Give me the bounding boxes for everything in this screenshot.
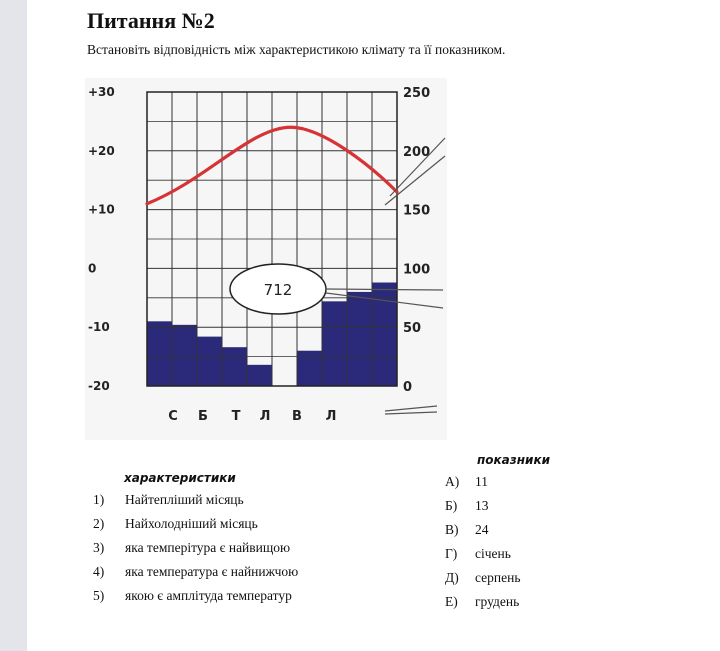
x-axis-tick-label: В bbox=[292, 409, 302, 424]
list-item bbox=[93, 536, 298, 560]
precipitation-bar bbox=[222, 347, 247, 386]
indicators-heading: показники bbox=[477, 453, 551, 467]
characteristics-heading: характеристики bbox=[124, 471, 236, 485]
list-item-marker: 5) bbox=[93, 588, 105, 603]
y-axis-tick-label-left: -20 bbox=[88, 379, 110, 393]
precipitation-bar bbox=[297, 351, 322, 386]
x-axis-tick-label: Б bbox=[198, 409, 208, 424]
list-item-text: яка темперітура є найвищою bbox=[125, 540, 291, 555]
y-axis-tick-label-right: 50 bbox=[403, 321, 422, 337]
y-axis-tick-label-left: +10 bbox=[88, 202, 115, 217]
list-item bbox=[445, 590, 521, 614]
y-axis-tick-label-right: 150 bbox=[403, 203, 431, 219]
list-item-marker: В) bbox=[445, 522, 459, 537]
climatogram bbox=[85, 78, 447, 440]
question-instruction: Встановіть відповідність між характеристикою клімату та її показником. bbox=[87, 42, 506, 57]
list-item bbox=[93, 584, 298, 608]
list-item bbox=[445, 470, 521, 494]
y-axis-tick-label-right: 250 bbox=[403, 86, 431, 101]
list-item-marker: Б) bbox=[445, 498, 458, 513]
list-item-marker: Д) bbox=[445, 570, 459, 585]
list-item-text: Найтепліший місяць bbox=[125, 492, 244, 507]
y-axis-tick-label-right: 200 bbox=[403, 144, 431, 160]
y-axis-tick-label-left: 0 bbox=[88, 261, 97, 276]
list-item-text: січень bbox=[475, 546, 511, 561]
list-item-text: грудень bbox=[475, 594, 520, 609]
x-axis-tick-label: Л bbox=[325, 409, 337, 424]
precipitation-bar bbox=[347, 292, 372, 386]
precipitation-bar bbox=[247, 365, 272, 386]
precipitation-bar bbox=[172, 325, 197, 386]
list-item-marker: А) bbox=[445, 474, 460, 489]
y-axis-tick-label-left: +30 bbox=[88, 85, 115, 99]
list-item-marker: 4) bbox=[93, 564, 105, 579]
list-item-text: якою є амплітуда температур bbox=[125, 588, 292, 603]
annual-precipitation-value: 712 bbox=[263, 281, 293, 299]
list-item bbox=[93, 560, 298, 584]
list-item-marker: Г) bbox=[445, 546, 458, 561]
list-item bbox=[445, 566, 521, 590]
list-item-text: серпень bbox=[475, 570, 521, 585]
list-item-marker: Е) bbox=[445, 594, 458, 609]
x-axis-tick-label: Т bbox=[231, 409, 241, 424]
list-item-marker: 1) bbox=[93, 492, 105, 507]
characteristics-list bbox=[93, 488, 298, 608]
list-item-marker: 2) bbox=[93, 516, 105, 531]
list-item-text: 13 bbox=[475, 498, 489, 513]
list-item-text: яка температура є найнижчою bbox=[125, 564, 299, 579]
y-axis-tick-label-left: -10 bbox=[88, 320, 110, 335]
worksheet-page bbox=[27, 0, 720, 651]
list-item-text: 24 bbox=[475, 522, 489, 537]
climatogram-svg bbox=[85, 78, 447, 440]
list-item-text: Найхолодніший місяць bbox=[125, 516, 258, 531]
y-axis-tick-label-left: +20 bbox=[88, 143, 115, 158]
x-axis-tick-label: С bbox=[168, 409, 178, 424]
precipitation-bar bbox=[147, 321, 172, 386]
annual-precipitation-callout bbox=[230, 264, 326, 314]
list-item bbox=[445, 518, 521, 542]
list-item bbox=[445, 494, 521, 518]
list-item bbox=[445, 542, 521, 566]
list-item-marker: 3) bbox=[93, 540, 105, 555]
indicators-list bbox=[445, 470, 521, 614]
y-axis-tick-label-right: 100 bbox=[403, 262, 431, 278]
list-item-text: 11 bbox=[475, 474, 488, 489]
list-item bbox=[93, 488, 298, 512]
list-item bbox=[93, 512, 298, 536]
precipitation-bar bbox=[197, 337, 222, 386]
x-axis-tick-label: Л bbox=[259, 409, 271, 424]
y-axis-tick-label-right: 0 bbox=[403, 380, 413, 395]
question-title: Питання №2 bbox=[87, 8, 215, 33]
precipitation-bar bbox=[322, 301, 347, 386]
